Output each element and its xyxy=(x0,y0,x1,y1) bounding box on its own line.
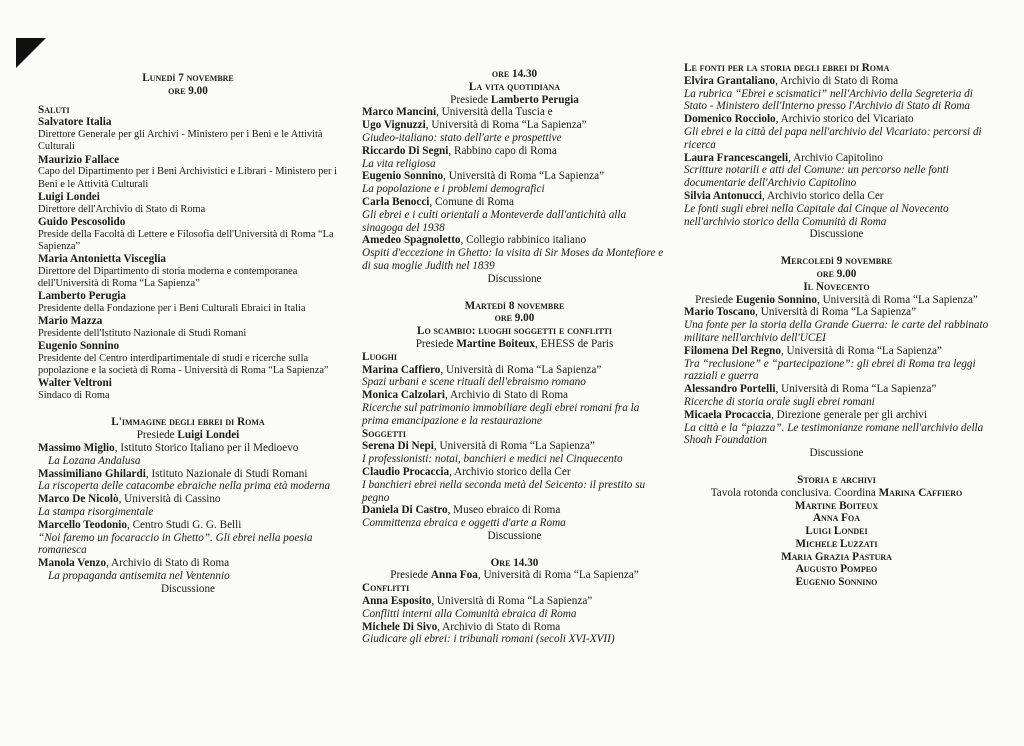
section-heading: Conflitti xyxy=(362,582,410,595)
chair-line: Presiede Martine Boiteux, EHESS de Paris xyxy=(415,337,614,350)
talk-title: Giudicare gli ebrei: i tribunali romani (secoli XVI-XVII) xyxy=(362,633,615,646)
day-heading: Lunedì 7 novembre xyxy=(142,72,234,84)
time-heading: Ore 14.30 xyxy=(490,556,539,569)
panelist: Eugenio Sonnino xyxy=(795,576,878,589)
talk-title: La popolazione e i problemi demografici xyxy=(362,183,545,196)
talk-speaker: Mario Toscano, Università di Roma “La Sapienza” xyxy=(684,306,917,319)
talk-title: Giudeo-italiano: stato dell'arte e prospettive xyxy=(362,131,562,144)
talk-speaker: Massimiliano Ghilardi, Istituto Nazionale di Studi Romani xyxy=(38,467,308,480)
panelist: Michele Luzzati xyxy=(795,537,878,550)
speaker-name: Maurizio Fallace xyxy=(38,153,120,166)
discussion-label: Discussione xyxy=(487,272,542,285)
talk-title: Ricerche sul patrimonio immobiliare degli ebrei romani fra la prima emancipazione e la restaurazione xyxy=(362,401,640,427)
speaker-role: Direttore Generale per gli Archivi - Ministero per i Beni e le Attività Culturali xyxy=(38,129,323,153)
session-title: Lo scambio: luoghi soggetti e conflitti xyxy=(417,325,612,338)
talk-title: Tra “reclusione” e “partecipazione”: gli ebrei di Roma tra leggi razziali e guerra xyxy=(684,357,976,383)
roundtable-line: Tavola rotonda conclusiva. Coordina Marina Caffiero xyxy=(710,486,963,499)
speaker-role: Presidente del Centro interdipartimentale di studi e ricerche sulla popolazione e la società di Roma - Università di Roma “La Sapienza” xyxy=(38,353,329,377)
talk-title: Conflitti interni alla Comunità ebraica di Roma xyxy=(362,607,577,620)
discussion-label: Discussione xyxy=(809,447,864,460)
discussion-label: Discussione xyxy=(160,582,216,595)
talk-title: Una fonte per la storia della Grande Guerra: le carte del rabbinato militare nell'archivio dell'UCEI xyxy=(684,319,989,344)
talk-speaker: Daniela Di Castro, Museo ebraico di Roma xyxy=(362,504,561,517)
session-title: La vita quotidiana xyxy=(468,80,561,93)
talk-speaker: Elvira Grantaliano, Archivio di Stato di Roma xyxy=(684,74,899,87)
program-column-1 xyxy=(38,72,338,596)
talk-speaker: Massimo Miglio, Istituto Storico Italiano per il Medioevo xyxy=(38,442,299,454)
discussion-label: Discussione xyxy=(809,228,864,241)
panelist: Maria Grazia Pastura xyxy=(781,550,892,563)
speaker-role: Sindaco di Roma xyxy=(38,390,110,402)
time-heading: ore 9.00 xyxy=(168,84,208,97)
section-heading: Saluti xyxy=(38,103,70,116)
program-column-2 xyxy=(362,68,667,646)
talk-speaker: Anna Esposito, Università di Roma “La Sapienza” xyxy=(362,595,593,608)
speaker-role: Presidente della Fondazione per i Beni Culturali Ebraici in Italia xyxy=(38,303,306,314)
talk-title: Scritture notarili e atti del Comune: un percorso nelle fonti documentarie dell'Archivio Capitolino xyxy=(684,164,949,190)
talk-speaker: Riccardo Di Segni, Rabbino capo di Roma xyxy=(362,144,557,157)
time-heading: ore 9.00 xyxy=(494,312,535,325)
time-heading: ore 9.00 xyxy=(816,267,857,280)
talk-speaker: Manola Venzo, Archivio di Stato di Roma xyxy=(38,557,230,570)
talk-speaker: Silvia Antonucci, Archivio storico della Cer xyxy=(684,189,884,202)
speaker-role: Presidente dell'Istituto Nazionale di Studi Romani xyxy=(38,328,247,339)
chair-line: Presiede Lamberto Perugia xyxy=(450,93,579,106)
talk-title: I professionisti: notai, banchieri e medici nel Cinquecento xyxy=(362,453,623,466)
talk-title: Gli ebrei e i culti orientali a Monteverde dall'antichità alla sinagoga del 1938 xyxy=(362,208,627,234)
speaker-role: Capo del Dipartimento per i Beni Archivistici e Librari - Ministero per i Beni e le Attività Culturali xyxy=(38,166,337,190)
talk-speaker: Laura Francescangeli, Archivio Capitolino xyxy=(684,151,883,164)
session-title: Il Novecento xyxy=(803,280,870,293)
talk-title: I banchieri ebrei nella seconda metà del Seicento: il prestito su pegno xyxy=(362,478,646,504)
speaker-name: Mario Mazza xyxy=(38,315,103,328)
speaker-name: Maria Antonietta Visceglia xyxy=(38,253,167,265)
panelist: Anna Foa xyxy=(812,512,861,525)
talk-title: Ospiti d'eccezione in Ghetto: la visita di Sir Moses da Montefiore e di sua moglie Judith nel 1839 xyxy=(362,247,664,272)
day-heading: Mercoledì 9 novembre xyxy=(780,255,893,268)
talk-title: La città e la “piazza”. Le testimonianze romane nell'archivio della Shoah Foundation xyxy=(684,421,984,447)
talk-speaker: Amedeo Spagnoletto, Collegio rabbinico italiano xyxy=(362,234,587,247)
talk-title: La propaganda antisemita nel Ventennio xyxy=(48,569,230,582)
talk-speaker: Serena Di Nepi, Università di Roma “La Sapienza” xyxy=(362,440,595,453)
day-heading: Martedì 8 novembre xyxy=(464,299,565,312)
talk-title: Le fonti sugli ebrei nella Capitale dal Cinque al Novecento nell'archivio storico della Comunità di Roma xyxy=(684,202,949,228)
session-title: L'immagine degli ebrei di Roma xyxy=(111,416,265,429)
speaker-role: Preside della Facoltà di Lettere e Filosofia dell'Università di Roma “La Sapienza” xyxy=(38,228,334,252)
panelist: Martine Boiteux xyxy=(794,499,879,512)
talk-title: Spazi urbani e scene rituali dell'ebraismo romano xyxy=(362,376,586,389)
talk-title: La Lozana Andalusa xyxy=(48,454,141,467)
speaker-name: Eugenio Sonnino xyxy=(38,340,120,353)
talk-speaker: Michele Di Sivo, Archivio di Stato di Roma xyxy=(362,620,561,633)
corner-mark xyxy=(16,38,46,68)
panelist: Augusto Pompeo xyxy=(795,563,878,576)
talk-speaker: Claudio Procaccia, Archivio storico della Cer xyxy=(362,465,571,478)
talk-speaker: Filomena Del Regno, Università di Roma “La Sapienza” xyxy=(684,344,942,357)
talk-title: La rubrica “Ebrei e scismatici” nell'Archivio della Segreteria di Stato - Ministero dell'Interno presso l'Archivio di Stato di Roma xyxy=(684,87,973,113)
talk-title: Gli ebrei e la città del papa nell'archivio del Vicariato: percorsi di ricerca xyxy=(684,125,982,151)
speaker-name: Lamberto Perugia xyxy=(38,290,126,303)
talk-speaker: Eugenio Sonnino, Università di Roma “La Sapienza” xyxy=(362,170,605,183)
talk-title: La stampa risorgimentale xyxy=(38,505,154,518)
talk-speaker: Marina Caffiero, Università di Roma “La Sapienza” xyxy=(362,363,602,376)
speaker-name: Salvatore Italia xyxy=(38,116,112,129)
talk-speaker: Marcello Teodonio, Centro Studi G. G. Belli xyxy=(38,518,242,531)
talk-title: Ricerche di storia orale sugli ebrei romani xyxy=(684,395,875,408)
talk-speaker: Monica Calzolari, Archivio di Stato di Roma xyxy=(362,389,569,402)
chair-line: Presiede Anna Foa, Università di Roma “La Sapienza” xyxy=(390,569,639,582)
section-heading: Luoghi xyxy=(362,350,398,363)
talk-speaker: Domenico Rocciolo, Archivio storico del Vicariato xyxy=(684,113,914,126)
section-heading: Soggetti xyxy=(362,427,407,440)
chair-line: Presiede Eugenio Sonnino, Università di Roma “La Sapienza” xyxy=(695,293,978,306)
talk-title: Committenza ebraica e oggetti d'arte a Roma xyxy=(362,517,566,530)
talk-speaker: Marco De Nicolò, Università di Cassino xyxy=(38,493,221,506)
talk-speaker: Ugo Vignuzzi, Università di Roma “La Sapienza” xyxy=(362,119,587,132)
talk-speaker: Micaela Procaccia, Direzione generale per gli archivi xyxy=(684,408,928,421)
discussion-label: Discussione xyxy=(487,529,542,542)
speaker-name: Guido Pescosolido xyxy=(38,215,126,228)
chair-line: Presiede Luigi Londei xyxy=(136,429,240,442)
speaker-name: Walter Veltroni xyxy=(38,377,112,390)
talk-title: La riscoperta delle catacombe ebraiche nella prima età moderna xyxy=(38,480,331,493)
section-heading: Le fonti per la storia degli ebrei di Roma xyxy=(684,62,890,74)
session-title: Storia e archivi xyxy=(797,473,876,486)
speaker-name: Luigi Londei xyxy=(38,190,100,203)
talk-title: “Noi faremo un focaraccio in Ghetto”. Gli ebrei nella poesia romanesca xyxy=(38,531,313,557)
talk-title: La vita religiosa xyxy=(362,157,436,170)
talk-speaker: Carla Benocci, Comune di Roma xyxy=(362,195,514,208)
time-heading: ore 14.30 xyxy=(491,68,538,80)
program-column-3 xyxy=(684,62,989,589)
talk-speaker: Alessandro Portelli, Università di Roma “La Sapienza” xyxy=(684,383,937,396)
panelist: Luigi Londei xyxy=(805,525,868,538)
talk-speaker: Marco Mancini, Università della Tuscia e xyxy=(362,106,553,119)
speaker-role: Direttore del Dipartimento di storia moderna e contemporanea dell'Università di Roma “La Sapienza” xyxy=(38,265,298,289)
speaker-role: Direttore dell'Archivio di Stato di Roma xyxy=(38,203,206,215)
